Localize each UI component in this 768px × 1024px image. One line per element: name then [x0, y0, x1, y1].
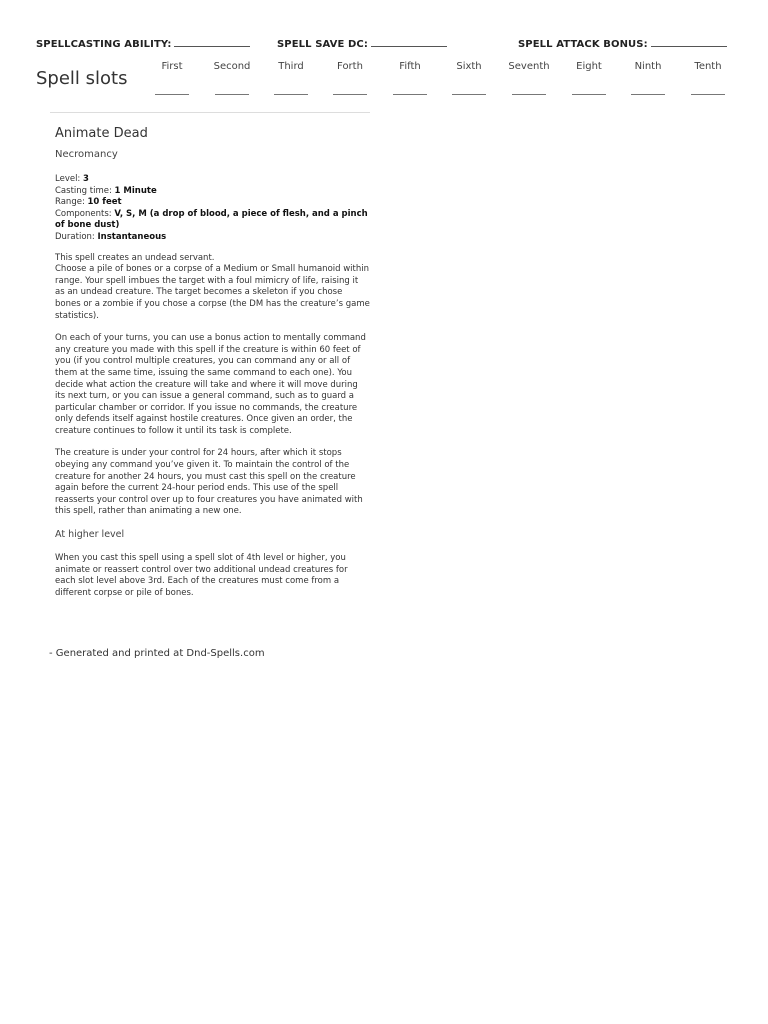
spell-attack-bonus-label: SPELL ATTACK BONUS: [518, 39, 648, 50]
stat-components-label: Components: [55, 208, 112, 219]
slot-column [439, 60, 499, 95]
spell-paragraph: On each of your turns, you can use a bonus action to mentally command any creature you made with this spell if the creature is within 60 feet of you (if you control multiple creatures, you can command any or all of them at the same time, issuing the same command to each one). You decide what action the creature will take and where it will move during its next turn, or you can issue a general command, such as to guard a particular chamber or corridor. If you issue no commands, the creature only defends itself against hostile creatures. Once given an order, the creature continues to follow it until its task is complete. [55, 333, 366, 436]
higher-level-heading: At higher level [55, 529, 125, 541]
stat-level-value: 3 [83, 174, 89, 184]
slot-blank-line [333, 94, 367, 95]
spellcasting-ability-label: SPELLCASTING ABILITY: [36, 39, 172, 50]
stat-components-value: V, S, M (a drop of blood, a piece of flesh, and a pinch of bone dust) [55, 208, 368, 231]
spell-attack-bonus-blank [651, 37, 727, 47]
slot-column [678, 60, 738, 95]
slot-level-label: Tenth [694, 61, 722, 72]
stat-level [55, 174, 370, 186]
stat-casting-time-value: 1 Minute [114, 185, 157, 196]
header-fields [36, 37, 736, 51]
stat-range-value: 10 feet [87, 197, 122, 208]
stat-range-label: Range: [55, 197, 85, 208]
slot-column [380, 60, 440, 95]
slot-column [202, 60, 262, 95]
spell-card [55, 126, 370, 610]
spell-save-dc-field [277, 37, 447, 50]
slot-column [261, 60, 321, 95]
spell-attack-bonus-field [518, 37, 727, 50]
slot-blank-line [155, 94, 189, 95]
stat-components [55, 209, 370, 232]
stat-level-label: Level: [55, 174, 81, 184]
slot-blank-line [512, 94, 546, 95]
spellcasting-ability-blank [174, 37, 250, 47]
spell-summary: This spell creates an undead servant. [55, 252, 215, 263]
slot-level-label: Ninth [634, 61, 662, 72]
slot-level-label: Forth [337, 61, 363, 72]
spell-paragraph: Choose a pile of bones or a corpse of a Medium or Small humanoid within range. Your spell imbues the target with a foul mimicry of life, raising it as an undead creature. The target becomes a skeleton if you chose bones or a zombie if you chose a corpse (the DM has the creature’s game statistics). [55, 264, 370, 321]
stat-range [55, 197, 370, 209]
stat-casting-time [55, 186, 370, 198]
slot-level-label: First [161, 61, 183, 72]
slot-blank-line [572, 94, 606, 95]
spell-slots-title: Spell slots [36, 68, 128, 89]
spell-paragraph: The creature is under your control for 24 hours, after which it stops obeying any command you’ve given it. To maintain the control of the creature for another 24 hours, you must cast this spell on the creature again before the current 24-hour period ends. This use of the spell reasserts your control over up to four creatures you have animated with this spell, rather than animating a new one. [55, 448, 363, 517]
spell-save-dc-blank [371, 37, 447, 47]
spell-stats [55, 174, 370, 244]
spell-save-dc-label: SPELL SAVE DC: [277, 39, 368, 50]
slot-level-label: Sixth [456, 61, 482, 72]
stat-duration-label: Duration: [55, 231, 95, 242]
slot-level-label: Eight [576, 61, 602, 72]
slot-blank-line [452, 94, 486, 95]
slot-level-label: Fifth [399, 61, 421, 72]
slot-column [559, 60, 619, 95]
slot-column [499, 60, 559, 95]
spell-name: Animate Dead [55, 126, 148, 141]
section-divider [50, 112, 370, 113]
slot-level-label: Second [213, 61, 251, 72]
slot-blank-line [631, 94, 665, 95]
slot-blank-line [215, 94, 249, 95]
slot-blank-line [691, 94, 725, 95]
slot-column [142, 60, 202, 95]
footer-credit: - Generated and printed at Dnd-Spells.com [49, 648, 265, 659]
stat-duration-value: Instantaneous [97, 231, 167, 242]
stat-duration [55, 232, 370, 244]
spell-description [55, 253, 370, 323]
slot-column [320, 60, 380, 95]
spellcasting-ability-field [36, 37, 250, 50]
slot-column [618, 60, 678, 95]
slot-level-label: Third [278, 61, 304, 72]
spell-school: Necromancy [55, 149, 118, 160]
slot-blank-line [274, 94, 308, 95]
higher-level-text: When you cast this spell using a spell slot of 4th level or higher, you animate or reassert control over two additional undead creatures for each slot level above 3rd. Each of the creatures must come from a different corpse or pile of bones. [55, 553, 348, 598]
slot-blank-line [393, 94, 427, 95]
slot-level-label: Seventh [508, 61, 550, 72]
stat-casting-time-label: Casting time: [55, 185, 112, 196]
